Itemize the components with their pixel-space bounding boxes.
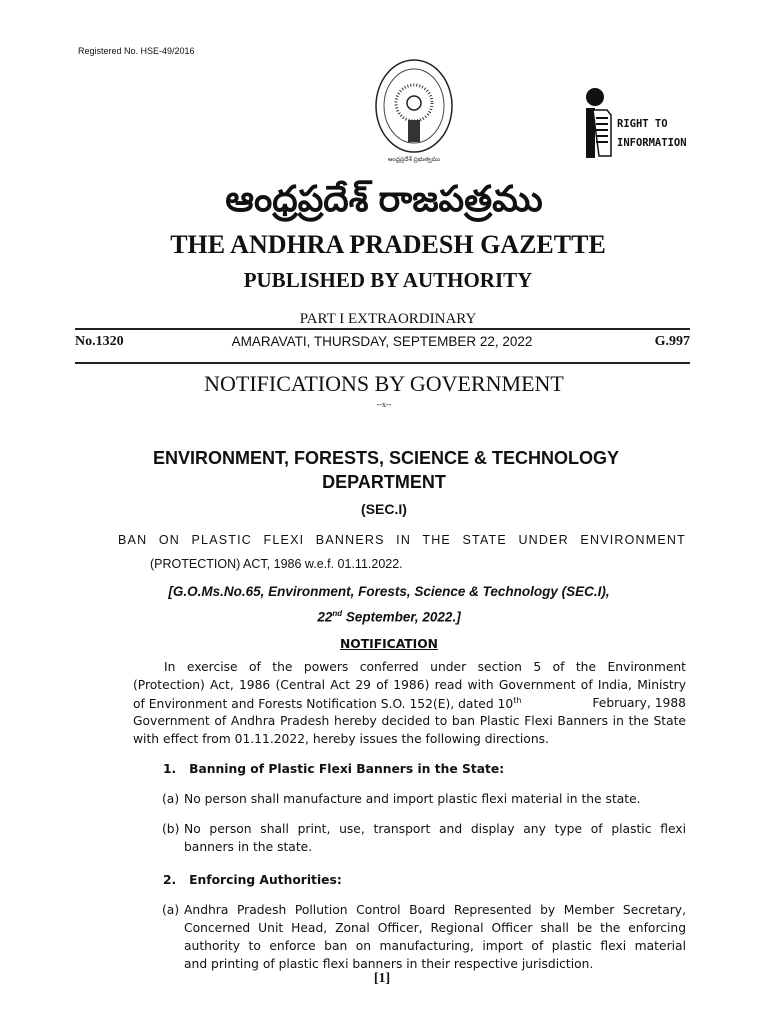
right-to-information-icon xyxy=(583,88,613,160)
section-2-heading: 2. Enforcing Authorities: xyxy=(163,873,342,887)
para-line: with effect from 01.11.2022, hereby issues the following directions. xyxy=(133,732,549,746)
page-number: [1] xyxy=(373,971,391,986)
item-line: banners in the state. xyxy=(184,840,313,854)
para-line: In exercise of the powers conferred under section 5 of the Environment xyxy=(164,660,686,674)
reference-day: 22 xyxy=(317,609,333,625)
issue-number: No.1320 xyxy=(75,334,124,349)
item-line: No person shall manufacture and import plastic flexi material in the state. xyxy=(184,792,641,806)
section-title: NOTIFICATIONS BY GOVERNMENT xyxy=(204,371,564,396)
item-line: Concerned Unit Head, Zonal Officer, Regional Officer shall be the enforcing xyxy=(184,921,686,935)
para-line xyxy=(133,696,686,711)
gazette-subtitle: PUBLISHED BY AUTHORITY xyxy=(243,268,533,292)
reference-day-suffix: nd xyxy=(332,609,343,618)
section-1-heading: 1. Banning of Plastic Flexi Banners in the State: xyxy=(163,762,505,776)
para-sup: th xyxy=(513,696,522,705)
rti-label-line2: INFORMATION xyxy=(617,137,687,149)
divider-top xyxy=(75,328,690,330)
para-line: Government of Andhra Pradesh hereby decided to ban Plastic Flexi Banners in the State xyxy=(133,714,686,728)
item-line: authority to enforce ban on manufacturing, import of plastic flexi material xyxy=(184,939,686,953)
department-line2: DEPARTMENT xyxy=(322,472,446,492)
subject-line2: (PROTECTION) ACT, 1986 w.e.f. 01.11.2022. xyxy=(150,557,403,571)
reference-line2 xyxy=(5,609,768,625)
notification-heading: NOTIFICATION xyxy=(340,637,438,651)
gazette-title: THE ANDHRA PRADESH GAZETTE xyxy=(170,230,606,259)
part-label: PART I EXTRAORDINARY xyxy=(299,311,477,327)
para-line: (Protection) Act, 1986 (Central Act 29 of 1986) read with Government of India, Ministry xyxy=(133,678,686,692)
para-line3-text xyxy=(133,696,521,711)
reference-date: September, 2022.] xyxy=(342,609,461,625)
divider-bottom xyxy=(75,362,690,364)
g-number: G.997 xyxy=(654,334,690,349)
para-line3-end: February, 1988 xyxy=(592,696,686,710)
item-label: (a) xyxy=(162,792,180,806)
item-line: Andhra Pradesh Pollution Control Board Represented by Member Secretary, xyxy=(184,903,686,917)
item-line: and printing of plastic flexi banners in their respective jurisdiction. xyxy=(184,957,594,971)
emblem-caption: ఆంధ్రప్రదేశ్ ప్రభుత్వము xyxy=(387,157,441,163)
item-line: No person shall print, use, transport and display any type of plastic flexi xyxy=(184,822,686,836)
registered-number: Registered No. HSE-49/2016 xyxy=(78,46,195,56)
item-label: (b) xyxy=(162,822,180,836)
department-section: (SEC.I) xyxy=(361,501,407,517)
department-line1: ENVIRONMENT, FORESTS, SCIENCE & TECHNOLOGY xyxy=(152,448,620,468)
state-emblem-icon xyxy=(372,58,456,164)
subject-line1: BAN ON PLASTIC FLEXI BANNERS IN THE STATE UNDER ENVIRONMENT xyxy=(118,533,686,547)
rti-label-line1: RIGHT TO xyxy=(617,118,668,130)
reference-line1: [G.O.Ms.No.65, Environment, Forests, Science & Technology (SEC.I), xyxy=(168,584,610,599)
telugu-title: ఆంధ్రప్రదేశ్ రాజపత్రము xyxy=(225,178,543,219)
para-line3-main: of Environment and Forests Notification S.O. 152(E), dated 10 xyxy=(133,697,514,712)
section-separator: --x-- xyxy=(376,400,392,409)
dateline: AMARAVATI, THURSDAY, SEPTEMBER 22, 2022 xyxy=(231,334,533,349)
item-label: (a) xyxy=(162,903,180,917)
